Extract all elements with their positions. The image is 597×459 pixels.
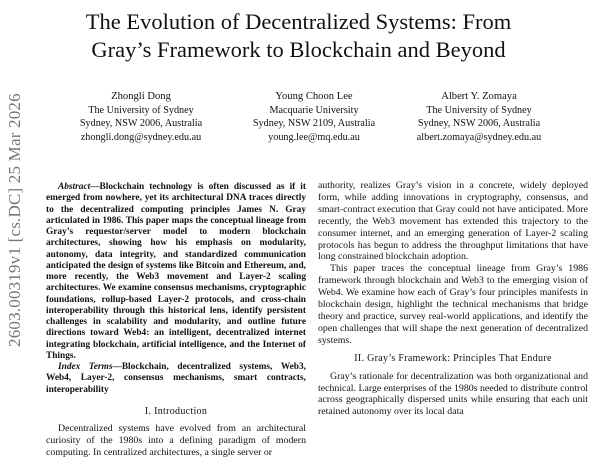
title-line-2: Gray’s Framework to Blockchain and Beyond	[91, 37, 506, 62]
author-affiliation: Macquarie University	[269, 104, 359, 116]
section-2-heading: II. Gray’s Framework: Principles That Endure	[354, 352, 552, 364]
author-email: albert.zomaya@sydney.edu.au	[416, 131, 542, 143]
author-email: young.lee@mq.edu.au	[268, 131, 360, 143]
title-line-1: The Evolution of Decentralized Systems: From	[85, 9, 512, 34]
index-terms-label: Index Terms	[58, 362, 113, 372]
left-column	[46, 182, 306, 459]
abstract-label: Abstract	[58, 182, 91, 192]
author-block-3	[384, 90, 574, 144]
author-name: Albert Y. Zomaya	[441, 91, 517, 102]
author-affiliation: The University of Sydney	[426, 104, 532, 116]
abstract-text: —Blockchain technology is often discussed as if it emerged from nowhere, yet its architectural DNA traces directly to the decentralized computing principles James N. Gray articulated in 1986. This paper maps the conceptual lineage from Gray’s requestor/server model to modern blockchain architectures, showing how his emphasis on modularity, autonomy, data integrity, and standardized communication anticipated the design of systems like Bitcoin and Ethereum, and, more recently, the Web3 movement and Layer-2 scaling architectures. We examine consensus mechanisms, cryptographic foundations, rollup-based Layer-2 protocols, and cross-chain interoperability through this historical lens, identify persistent challenges in scalability and modularity, and outline future directions toward Web4: an intelligent, decentralized internet integrating blockchain, artificial intelligence, and the Internet of Things.	[46, 182, 306, 361]
author-address: Sydney, NSW 2006, Australia	[417, 118, 541, 130]
author-address: Sydney, NSW 2006, Australia	[79, 118, 203, 130]
author-affiliation: The University of Sydney	[88, 104, 194, 116]
paper-title	[0, 8, 597, 64]
abstract	[46, 182, 306, 362]
author-address: Sydney, NSW 2109, Australia	[252, 118, 376, 130]
index-terms-text: —Blockchain, decentralized systems, Web3, Web4, Layer-2, consensus mechanisms, smart contracts, interoperability	[46, 362, 306, 395]
author-block-1	[46, 90, 236, 144]
index-terms	[46, 362, 306, 396]
section-2-text: Gray’s rationale for decentralization was both organizational and technical. Large enterprises of the 1980s needed to distribute control across geographically dispersed units while ensuring that each unit retained autonomy over its local data	[318, 370, 588, 418]
right-paragraph-2: This paper traces the conceptual lineage from Gray’s 1986 framework through blockchain and Web3 to the emerging vision of Web4. We examine how each of Gray’s four principles manifests in blockchain design, highlight the technical mechanisms that bridge theory and practice, survey real-world applications, and identify the open challenges that will shape the next generation of decentralized systems.	[318, 263, 588, 346]
author-email: zhongli.dong@sydney.edu.au	[80, 131, 202, 143]
right-paragraph-1: authority, realizes Gray’s vision in a concrete, widely deployed form, while adding innovations in cryptography, consensus, and smart-contract execution that Gray could not have anticipated. More recently, the Web3 movement has extended this trajectory to the consumer internet, and an emerging generation of Layer-2 scaling protocols has begun to address the throughput limitations that have long constrained blockchain adoption.	[318, 180, 588, 263]
author-name: Young Choon Lee	[275, 91, 353, 102]
arxiv-identifier: 2603.00319v1 [cs.DC] 25 Mar 2026	[5, 93, 24, 347]
author-block-2	[219, 90, 409, 144]
section-1-text: Decentralized systems have evolved from an architectural curiosity of the 1980s into a defining paradigm of modern computing. In centralized architectures, a single server or	[46, 423, 306, 458]
section-1-heading: I. Introduction	[144, 405, 208, 417]
right-column	[318, 180, 588, 418]
author-name: Zhongli Dong	[111, 91, 171, 102]
